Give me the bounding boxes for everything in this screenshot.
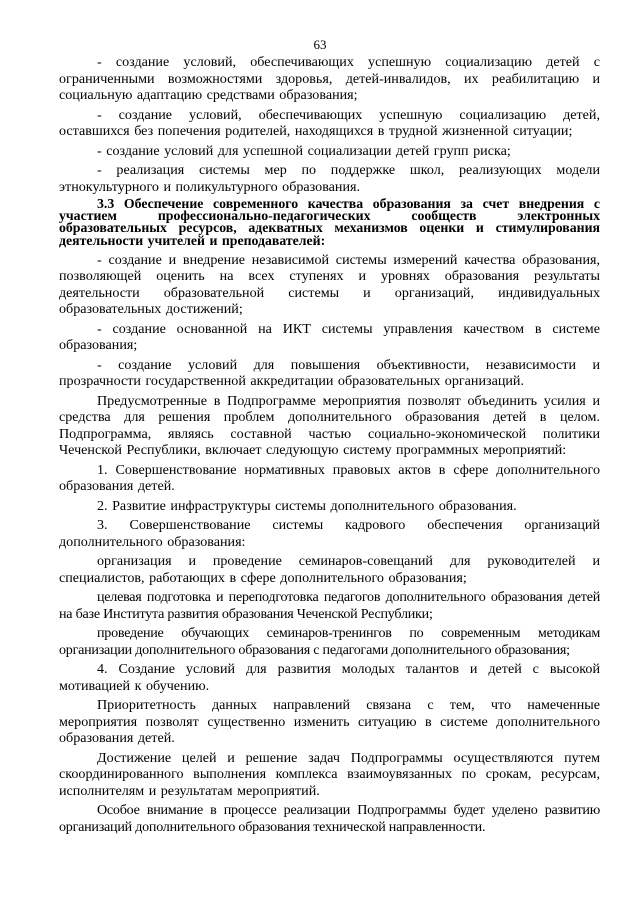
bullet-paragraph: - создание условий для повышения объективности, независимости и прозрачности государственной аккредитации образовательных организаций. [59, 356, 600, 390]
body-paragraph: Особое внимание в процессе реализации Подпрограммы будет уделено развитию организаций дополнительного образования технической направленности. [59, 802, 600, 835]
sub-item-paragraph: целевая подготовка и переподготовка педагогов дополнительного образования детей на базе Института развития образования Чеченской Республики; [59, 589, 600, 622]
bullet-paragraph: - создание условий для успешной социализации детей групп риска; [97, 142, 511, 159]
document-body [59, 54, 600, 838]
body-paragraph: Предусмотренные в Подпрограмме мероприятия позволят объединить усилия и средства для решения проблем дополнительного образования детей в целом. Подпрограмма, являясь составной частью социально-экономической политики Чеченской Республики, включает следующую систему программных мероприятий: [59, 392, 600, 459]
bullet-paragraph: - создание условий, обеспечивающих успешную социализацию детей, оставшихся без попечения родителей, находящихся в трудной жизненной ситуации; [59, 106, 600, 139]
sub-item-paragraph: проведение обучающих семинаров-тренингов по современным методикам организации дополнительного образования с педагогами дополнительного образования; [59, 625, 600, 658]
numbered-item: 1. Совершенствование нормативных правовых актов в сфере дополнительного образования детей. [59, 461, 600, 495]
sub-item-paragraph: организация и проведение семинаров-совещаний для руководителей и специалистов, работающих в сфере дополнительного образования; [59, 553, 600, 586]
bullet-paragraph: - создание и внедрение независимой системы измерений качества образования, позволяющей оценить на всех ступенях и уровнях образования результаты деятельности образовательной системы и организаций, индивидуальных образовательных достижений; [59, 251, 600, 318]
numbered-item: 3. Совершенствование системы кадрового обеспечения организаций дополнительного образования: [59, 517, 600, 550]
page-number: 63 [313, 37, 327, 52]
body-paragraph: Приоритетность данных направлений связана с тем, что намеченные мероприятия позволят существенно изменить ситуацию в системе дополнительного образования детей. [59, 697, 600, 747]
section-heading: 3.3 Обеспечение современного качества образования за счет внедрения с участием профессионально-педагогических сообществ электронных образовательных ресурсов, адекватных механизмов оценки и стимулирования деятельности учителей и преподавателей: [59, 196, 600, 248]
bullet-paragraph: - создание основанной на ИКТ системы управления качеством в системе образования; [59, 320, 600, 354]
numbered-item: 2. Развитие инфраструктуры системы дополнительного образования. [97, 497, 517, 514]
bullet-paragraph: - создание условий, обеспечивающих успешную социализацию детей с ограниченными возможностями здоровья, детей-инвалидов, их реабилитацию и социальную адаптацию средствами образования; [59, 54, 600, 103]
numbered-item: 4. Создание условий для развития молодых талантов и детей с высокой мотивацией к обучению. [59, 661, 600, 694]
bullet-paragraph: - реализация системы мер по поддержке школ, реализующих модели этнокультурного и поликультурного образования. [59, 162, 600, 195]
body-paragraph: Достижение целей и решение задач Подпрограммы осуществляются путем скоординированного выполнения комплекса взаимоувязанных по срокам, ресурсам, исполнителям и результатам мероприятий. [59, 749, 600, 799]
